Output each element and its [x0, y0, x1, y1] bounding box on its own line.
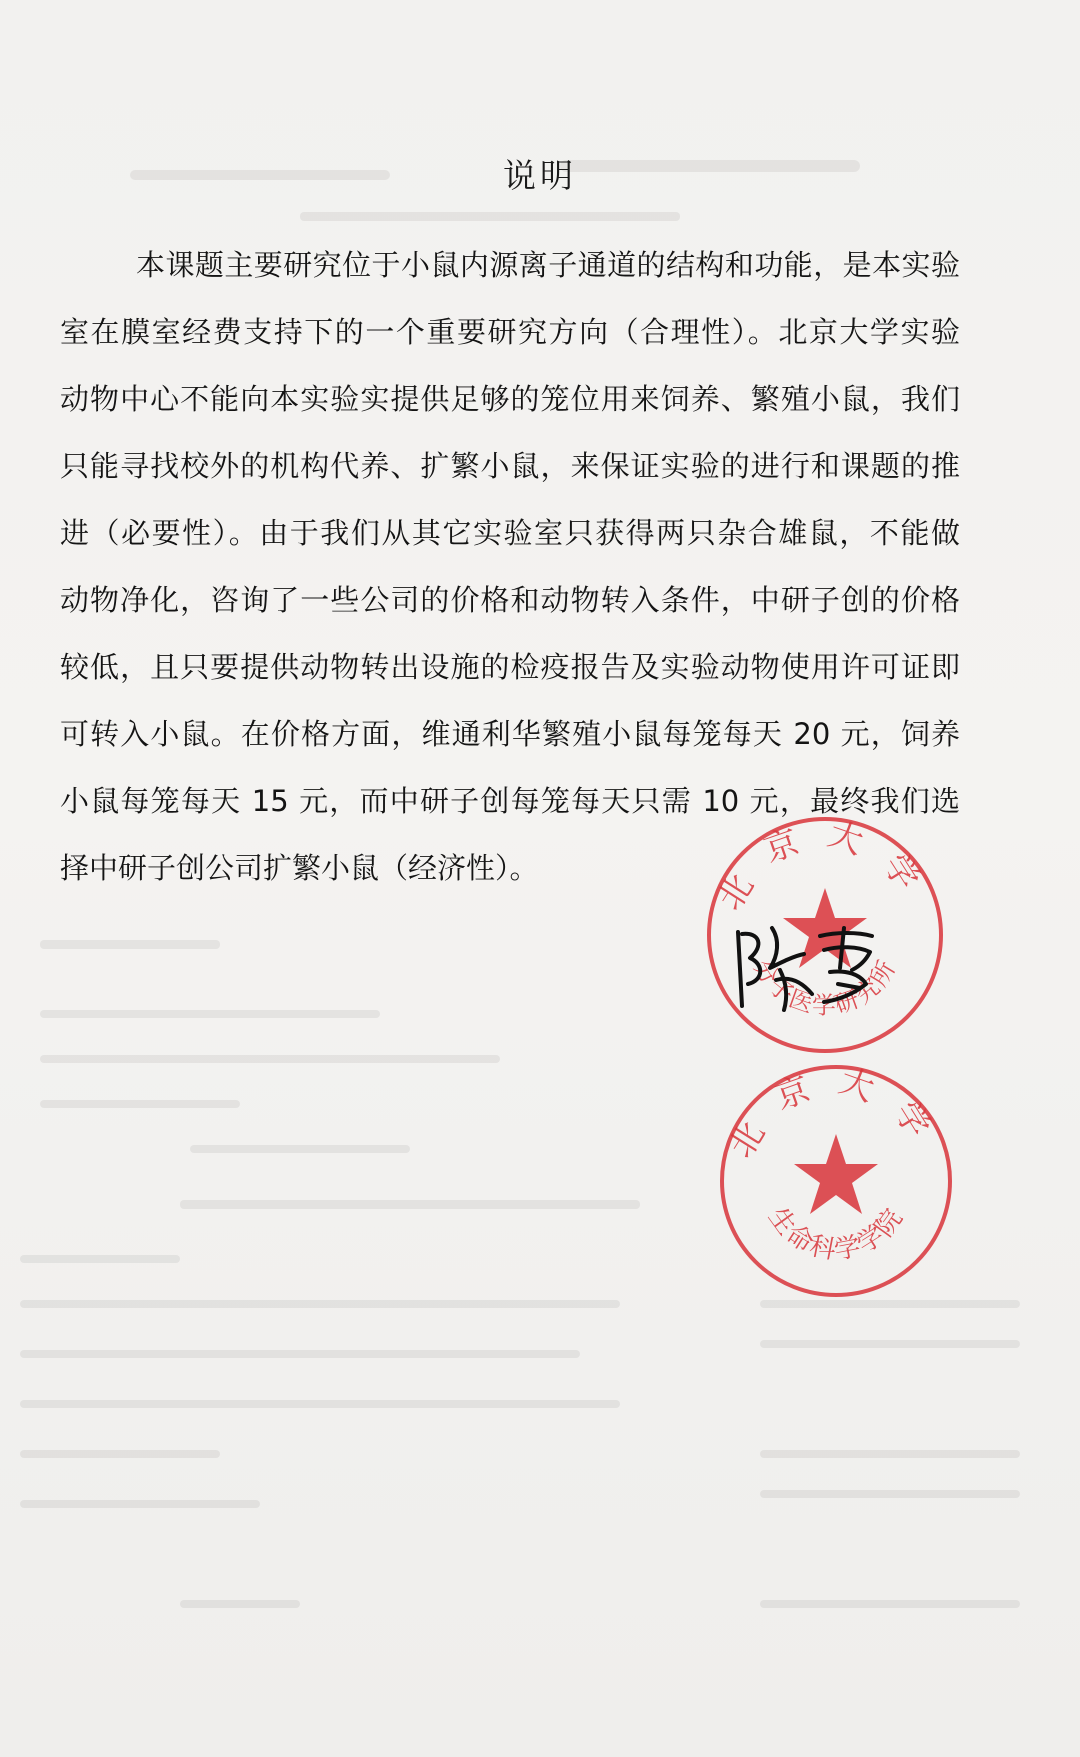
document-title: 说明 — [503, 156, 577, 195]
body-line: 本课题主要研究位于小鼠内源离子通道的结构和功能，是本实验 — [136, 248, 960, 282]
body-line: 进（必要性）。由于我们从其它实验室只获得两只杂合雄鼠，不能做 — [60, 516, 960, 550]
star-icon — [794, 1134, 878, 1214]
seal-bottom-text: 生命科学学院 — [762, 1202, 910, 1267]
body-line: 动物中心不能向本实验实提供足够的笼位用来饲养、繁殖小鼠，我们 — [60, 382, 960, 416]
body-line: 可转入小鼠。在价格方面，维通利华繁殖小鼠每笼每天 20 元，饲养 — [60, 717, 960, 751]
body-line: 择中研子创公司扩繁小鼠（经济性）。 — [60, 851, 539, 885]
life-sciences-seal — [713, 1058, 959, 1304]
document-body — [60, 232, 960, 902]
seal-bottom-text: 分子医学研究所 — [748, 954, 902, 1020]
body-line: 室在膜室经费支持下的一个重要研究方向（合理性）。北京大学实验 — [60, 315, 960, 349]
seal-top-text: 北京大学 — [709, 814, 941, 918]
handwritten-signature — [720, 910, 890, 1020]
body-line: 较低，且只要提供动物转出设施的检疫报告及实验动物使用许可证即 — [60, 650, 960, 684]
seal-top-text: 北京大学 — [721, 1060, 951, 1165]
body-line: 小鼠每笼每天 15 元，而中研子创每笼每天只需 10 元，最终我们选 — [60, 784, 960, 818]
body-line: 只能寻找校外的机构代养、扩繁小鼠，来保证实验的进行和课题的推 — [60, 449, 960, 483]
body-line: 动物净化，咨询了一些公司的价格和动物转入条件，中研子创的价格 — [60, 583, 960, 617]
